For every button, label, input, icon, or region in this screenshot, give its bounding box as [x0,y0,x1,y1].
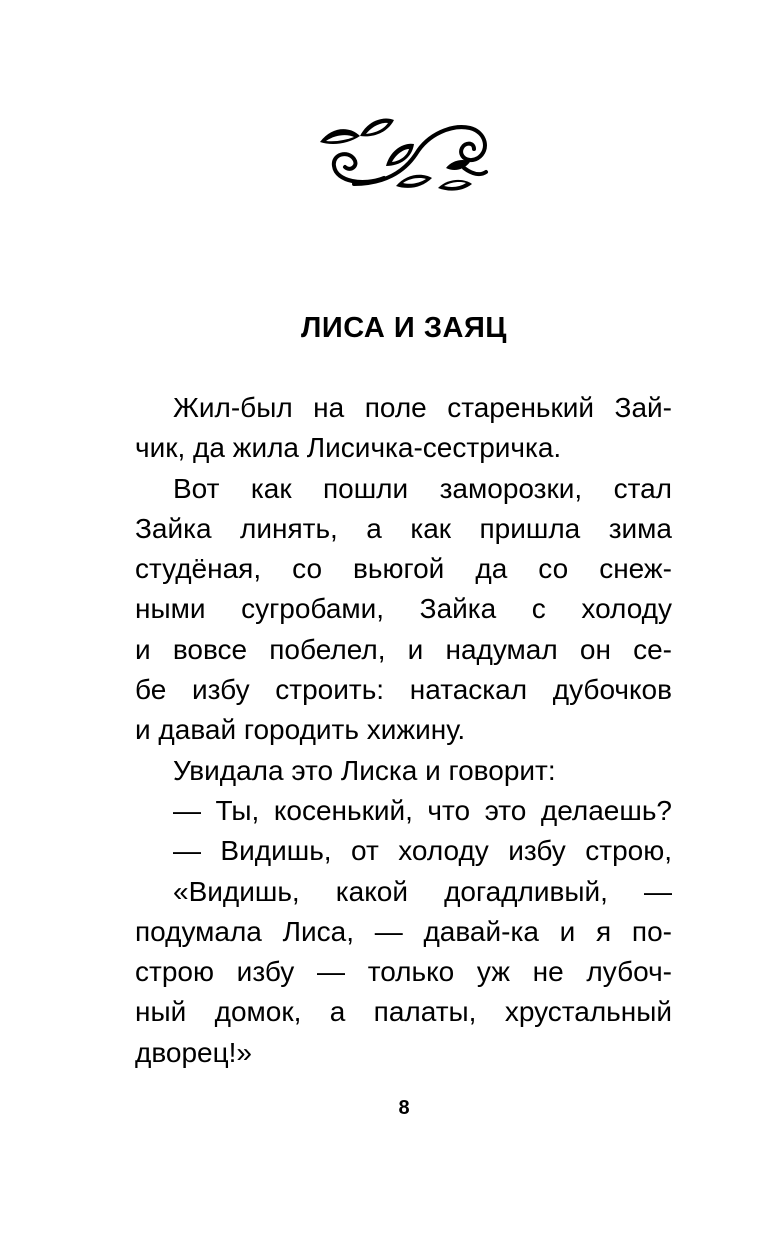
text-line: строю избу — только уж не лубоч- [135,956,672,988]
text-line: и давай городить хижину. [135,714,466,746]
text-line: Зайка линять, а как пришла зима [135,512,672,544]
story-title: ЛИСА И ЗАЯЦ [301,312,507,344]
text-line: и вовсе побелел, и надумал он се- [135,633,672,665]
text-line: подумала Лиса, — давай-ка и я по- [135,915,672,947]
text-line: — Видишь, от холоду избу строю, [173,835,672,867]
story-text [135,388,672,1073]
text-line: ный домок, а палаты, хрустальный [135,996,672,1028]
page-number: 8 [398,1097,410,1119]
text-line: чик, да жила Лисичка-сестричка. [135,432,562,464]
text-line: Увидала это Лиска и говорит: [173,754,556,786]
text-line: ными сугробами, Зайка с холоду [135,593,672,625]
text-line: Вот как пошли заморозки, стал [173,472,672,504]
text-line: бе избу строить: натаскал дубочков [135,674,672,706]
text-line: «Видишь, какой догадливый, — [173,875,672,907]
floral-vignette-icon [314,112,494,192]
text-line: — Ты, косенький, что это делаешь? [173,794,672,826]
text-line: студёная, со вьюгой да со снеж- [135,553,672,585]
text-line: Жил-был на поле старенький Зай- [173,392,672,423]
text-line: дворец!» [135,1036,253,1068]
